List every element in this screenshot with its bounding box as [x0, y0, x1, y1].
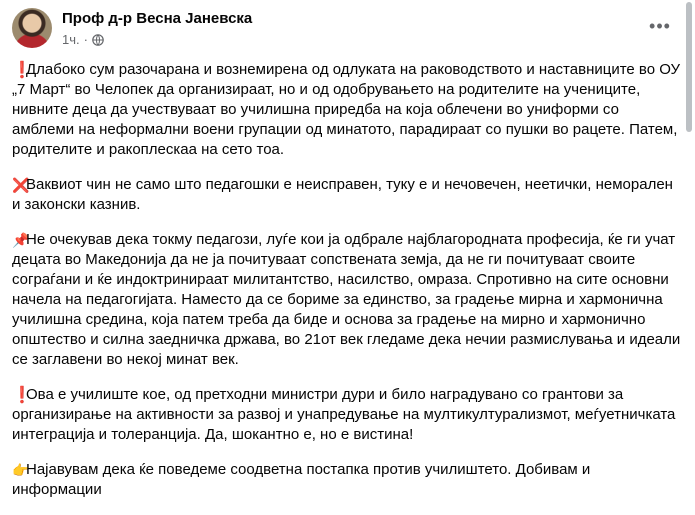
scrollbar-thumb[interactable] [686, 2, 692, 132]
post-meta [62, 32, 104, 47]
paragraph-text: Не очекував дека токму педагози, луѓе кои ја одбрале најблагородната професија, ќе ги учат децата во Македонија да не ја почитуваат сопствената земја, да не ги почитуваат своите сограѓани и ќе индоктринираат милитантство, насилство, омраза. Спротивно на сите основни начела на педагогијата. Наместо да се бориме за единство, за градење мирна и хармонична училишна средина, која патем треба да биде и основа за градење на мирно и хармонично општество и силна заедничка држава, во 21от век гледаме дека нечии размислувања и идеали се заглавени во некој минат век. [12, 231, 681, 368]
pointing-hand-icon: 👉 [12, 462, 30, 478]
scrollbar[interactable] [685, 2, 693, 456]
post-paragraph [12, 385, 682, 445]
post-paragraph [12, 60, 682, 160]
author-name[interactable]: Проф д-р Весна Јаневска [62, 10, 253, 27]
paragraph-text: Најавувам дека ќе поведеме соодветна постапка против училиштето. Добивам и информации [12, 461, 591, 498]
paragraph-text: Ваквиот чин не само што педагошки е неисправен, туку е и нечовечен, неетички, неморален и законски казнив. [12, 176, 673, 213]
red-exclamation-icon: ❗ [12, 387, 32, 404]
post-paragraph [12, 460, 682, 500]
post-body [12, 60, 682, 515]
paragraph-text: Длабоко сум разочарана и вознемирена од одлуката на раководството и наставниците во ОУ „7 Март“ во Челопек да организираат, но и од одобрувањето на родителите на учениците, нивните деца да учествуваат во училишна приредба на која облечени во униформи со амблеми на неформални воени групации од минатото, парадираат со пушки во рацете. Патем, родителите и ракоплескаа на сето тоа. [12, 61, 681, 158]
red-x-icon: ❌ [12, 177, 30, 193]
post-header [12, 8, 692, 52]
globe-icon[interactable] [92, 34, 104, 46]
post-time[interactable]: 1ч. [62, 32, 80, 47]
avatar[interactable] [12, 8, 52, 48]
pushpin-icon: 📌 [12, 232, 30, 248]
red-exclamation-icon: ❗ [12, 62, 32, 79]
paragraph-text: Ова е училиште кое, од претходни министри дури и било наградувано со грантови за организирање на активности за развој и унапредување на мултикултурализмот, меѓуетничката интеграција и толеранција. Да, шокантно е, но е вистина! [12, 386, 676, 443]
post-paragraph [12, 230, 682, 370]
meta-separator: · [83, 32, 88, 47]
post-paragraph [12, 175, 682, 215]
more-options-button[interactable]: ••• [649, 15, 671, 36]
